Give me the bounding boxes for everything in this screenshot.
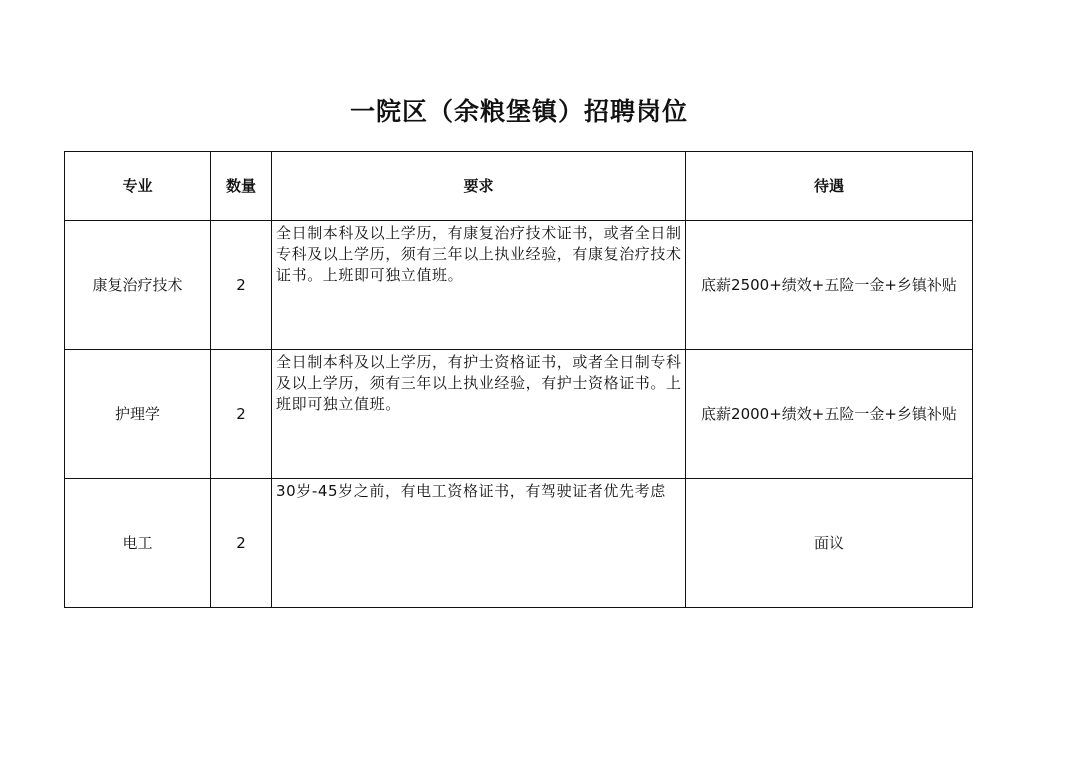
cell-requirements: 全日制本科及以上学历，有康复治疗技术证书，或者全日制专科及以上学历，须有三年以上执业经验，有康复治疗技术证书。上班即可独立值班。 [272, 221, 686, 350]
header-count: 数量 [211, 152, 272, 221]
table-row [65, 479, 973, 608]
cell-count: 2 [211, 350, 272, 479]
cell-requirements: 30岁-45岁之前，有电工资格证书，有驾驶证者优先考虑 [272, 479, 686, 608]
header-benefits: 待遇 [686, 152, 973, 221]
cell-benefits: 底薪2000+绩效+五险一金+乡镇补贴 [686, 350, 973, 479]
cell-count: 2 [211, 221, 272, 350]
cell-requirements: 全日制本科及以上学历，有护士资格证书，或者全日制专科及以上学历，须有三年以上执业经验，有护士资格证书。上班即可独立值班。 [272, 350, 686, 479]
cell-major: 电工 [65, 479, 211, 608]
table-row [65, 350, 973, 479]
header-requirements: 要求 [272, 152, 686, 221]
cell-count: 2 [211, 479, 272, 608]
cell-major: 护理学 [65, 350, 211, 479]
cell-benefits: 面议 [686, 479, 973, 608]
recruitment-table [64, 151, 973, 608]
header-major: 专业 [65, 152, 211, 221]
cell-major: 康复治疗技术 [65, 221, 211, 350]
page-title: 一院区（余粮堡镇）招聘岗位 [349, 97, 688, 126]
cell-benefits: 底薪2500+绩效+五险一金+乡镇补贴 [686, 221, 973, 350]
table-header-row [65, 152, 973, 221]
table-row [65, 221, 973, 350]
